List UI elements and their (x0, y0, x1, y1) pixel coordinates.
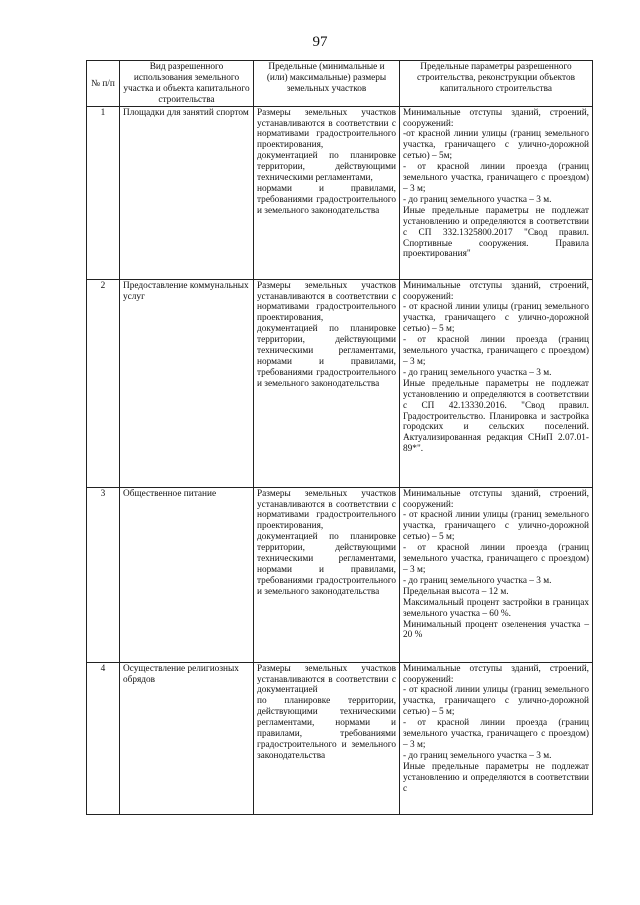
param-line: - от красной линии улицы (границ земельного участка, граничащего с улично-дорожной сетью) – 5 м; (403, 302, 589, 335)
header-plot-size: Предельные (минимальные и (или) максимальные) размеры земельных участков (254, 61, 400, 107)
param-line: - до границ земельного участка – 3 м. (403, 194, 552, 205)
plot-size-paragraph: документацией по планировке территории, действующими техническими регламентами, нормами и правилами, требованиями градостроительного и земельного законодательства (257, 324, 396, 389)
param-line: Предельная высота – 12 м. (403, 586, 509, 597)
table-header-row (87, 61, 593, 107)
param-line: Минимальные отступы зданий, строений, сооружений: (403, 488, 589, 510)
row-number: 1 (87, 106, 120, 279)
plot-size-text (254, 106, 400, 279)
param-line: - до границ земельного участка – 3 м. (403, 575, 552, 586)
plot-size-paragraph: Размеры земельных участков устанавливаются в соответствии с нормативами градостроительного проектирования, (257, 107, 396, 151)
param-line: -от красной линии улицы (границ земельного участка, граничащего с улично-дорожной сетью) – 5м; (403, 129, 589, 162)
construction-params-text (400, 487, 593, 662)
table-row (87, 279, 593, 487)
table-row (87, 662, 593, 814)
page-number: 97 (312, 34, 328, 50)
param-line: - от красной линии проезда (границ земельного участка, граничащего с проездом) – 3 м; (403, 543, 589, 575)
param-line: - от красной линии проезда (границ земельного участка, граничащего с проездом) – 3 м; (403, 335, 589, 367)
header-construction-params: Предельные параметры разрешенного строительства, реконструкции объектов капитального строительства (400, 61, 593, 107)
plot-size-paragraph: Размеры земельных участков устанавливаются в соответствии с нормативами градостроительного проектирования, (257, 280, 396, 324)
plot-size-paragraph: документацией по планировке территории, действующими техническими регламентами, (257, 151, 396, 184)
permitted-use: Общественное питание (120, 487, 254, 662)
param-line: - от красной линии улицы (границ земельного участка, граничащего с улично-дорожной сетью) – 5 м; (403, 510, 589, 543)
construction-params-text (400, 279, 593, 487)
row-number: 4 (87, 662, 120, 814)
table-row (87, 487, 593, 662)
param-line: Иные предельные параметры не подлежат установлению и определяются в соответствии с СП 332.1325800.2017 "Свод правил. Спортивные сооружения. Правила проектирования" (403, 205, 589, 260)
plot-size-paragraph: по планировке территории, действующими техническими регламентами, нормами и правилами, требованиями градостроительного и земельного законодательства (257, 696, 396, 761)
param-line: Иные предельные параметры не подлежат установлению и определяются в соответствии с (403, 761, 589, 794)
row-number: 3 (87, 487, 120, 662)
permitted-use: Площадки для занятий спортом (120, 106, 254, 279)
permitted-use: Осуществление религиозных обрядов (120, 662, 254, 814)
plot-size-paragraph: Размеры земельных участков устанавливаются в соответствии с нормативами градостроительного проектирования, (257, 488, 396, 532)
param-line: Минимальные отступы зданий, строений, сооружений: (403, 107, 589, 129)
param-line: Минимальные отступы зданий, строений, сооружений: (403, 663, 589, 685)
plot-size-text (254, 662, 400, 814)
plot-size-paragraph: нормами и правилами, требованиями градостроительного и земельного законодательства (257, 183, 396, 216)
construction-params-text (400, 106, 593, 279)
param-line: - до границ земельного участка – 3 м. (403, 750, 552, 761)
header-number: № п/п (87, 61, 120, 107)
param-line: Максимальный процент застройки в границах земельного участка – 60 %. (403, 597, 589, 619)
param-line: - до границ земельного участка – 3 м. (403, 367, 552, 378)
param-line: Минимальный процент озеленения участка – 20 % (403, 619, 589, 641)
regulations-table (86, 60, 593, 815)
plot-size-text (254, 279, 400, 487)
param-line: - от красной линии проезда (границ земельного участка, граничащего с проездом) – 3 м; (403, 718, 589, 750)
param-line: - от красной линии проезда (границ земельного участка, граничащего с проездом) – 3 м; (403, 162, 589, 194)
permitted-use: Предоставление коммунальных услуг (120, 279, 254, 487)
plot-size-text (254, 487, 400, 662)
plot-size-paragraph: документацией по планировке территории, действующими техническими регламентами, нормами и правилами, требованиями градостроительного и земельного законодательства (257, 532, 396, 597)
plot-size-paragraph: Размеры земельных участков устанавливаются в соответствии с документацией (257, 663, 396, 696)
param-line: - от красной линии улицы (границ земельного участка, граничащего с улично-дорожной сетью) – 5 м; (403, 685, 589, 718)
param-line: Иные предельные параметры не подлежат установлению и определяются в соответствии с СП 42.13330.2016. "Свод правил. Градостроительство. Планировка и застройка городских и сельских поселений. Актуализированная редакция СНиП 2.07.01-89*". (403, 378, 589, 455)
param-line: Минимальные отступы зданий, строений, сооружений: (403, 280, 589, 302)
row-number: 2 (87, 279, 120, 487)
header-permitted-use: Вид разрешенного использования земельного участка и объекта капитального строительства (120, 61, 254, 107)
table-row (87, 106, 593, 279)
construction-params-text (400, 662, 593, 814)
